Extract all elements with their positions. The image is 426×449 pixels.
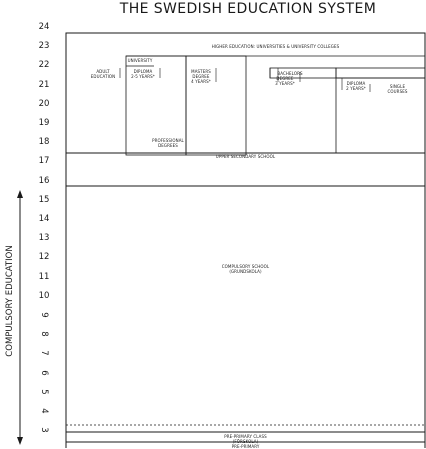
adult-education-line1: ADULT [96, 69, 110, 74]
age-16: 16 [38, 175, 50, 186]
bachelors-line3: 3 YEARS* [275, 81, 295, 86]
diploma-line2: 2 YEARS* [346, 86, 366, 91]
university-diploma-line3: 2-5 YEARS* [131, 74, 155, 79]
age-19: 19 [38, 118, 50, 128]
age-23: 23 [38, 41, 50, 52]
compulsory-arrow-head-top [17, 190, 23, 198]
age-9: 9 [39, 312, 49, 318]
pre-primary-label: PRE-PRIMARY [231, 444, 260, 449]
age-12: 12 [38, 252, 50, 263]
diploma-line1: DIPLOMA [346, 81, 366, 86]
single-courses-line2: COURSES [387, 89, 408, 94]
age-18: 18 [38, 137, 50, 148]
age-11: 11 [38, 271, 50, 282]
age-21: 21 [38, 79, 50, 90]
bachelors-line1: BACHELORS [277, 71, 303, 76]
professional-degrees-line1: PROFESSIONAL [152, 138, 184, 143]
compulsory-arrow-head-bottom [17, 437, 23, 445]
single-courses-line1: SINGLE [389, 84, 406, 89]
compulsory-school-box [66, 186, 425, 442]
upper-secondary-label: UPPER SECONDARY SCHOOL [215, 154, 276, 159]
professional-degrees-line2: DEGREES [158, 143, 178, 148]
pre-primary-class-line1: PRE-PRIMARY CLASS [224, 434, 267, 439]
age-24: 24 [38, 22, 50, 32]
compulsory-education-label: COMPULSORY EDUCATION [5, 245, 15, 357]
higher-education-header: HIGHER EDUCATION: UNIVERSITIES & UNIVERSITY COLLEGES [211, 44, 340, 49]
pre-primary-class-line2: (FÖRSKOLA) [232, 439, 259, 444]
adult-education-line2: EDUCATION [90, 74, 116, 79]
age-13: 13 [38, 233, 50, 244]
age-15: 15 [38, 194, 50, 205]
age-4: 4 [39, 408, 49, 414]
bachelors-line2: DEGREE [276, 76, 294, 81]
university-diploma-line2: DIPLOMA [133, 69, 153, 74]
age-8: 8 [39, 331, 49, 337]
age-10: 10 [38, 290, 50, 301]
compulsory-school-line2: (GRUNDSKOLA) [229, 269, 262, 274]
age-14: 14 [38, 214, 50, 224]
diploma-box [336, 68, 425, 78]
diagram-title: THE SWEDISH EDUCATION SYSTEM [119, 1, 377, 17]
university-diploma-line1: UNIVERSITY [127, 58, 153, 63]
age-6: 6 [39, 369, 49, 376]
age-20: 20 [38, 98, 50, 109]
masters-line2: DEGREE [192, 74, 210, 79]
age-5: 5 [39, 389, 49, 395]
age-3: 3 [39, 427, 49, 433]
age-7: 7 [39, 350, 49, 357]
age-17: 17 [38, 156, 50, 167]
compulsory-school-line1: COMPULSORY SCHOOL [221, 264, 270, 269]
masters-line1: MASTERS [191, 69, 211, 74]
age-22: 22 [38, 60, 50, 71]
masters-line3: 4 YEARS* [191, 79, 211, 84]
